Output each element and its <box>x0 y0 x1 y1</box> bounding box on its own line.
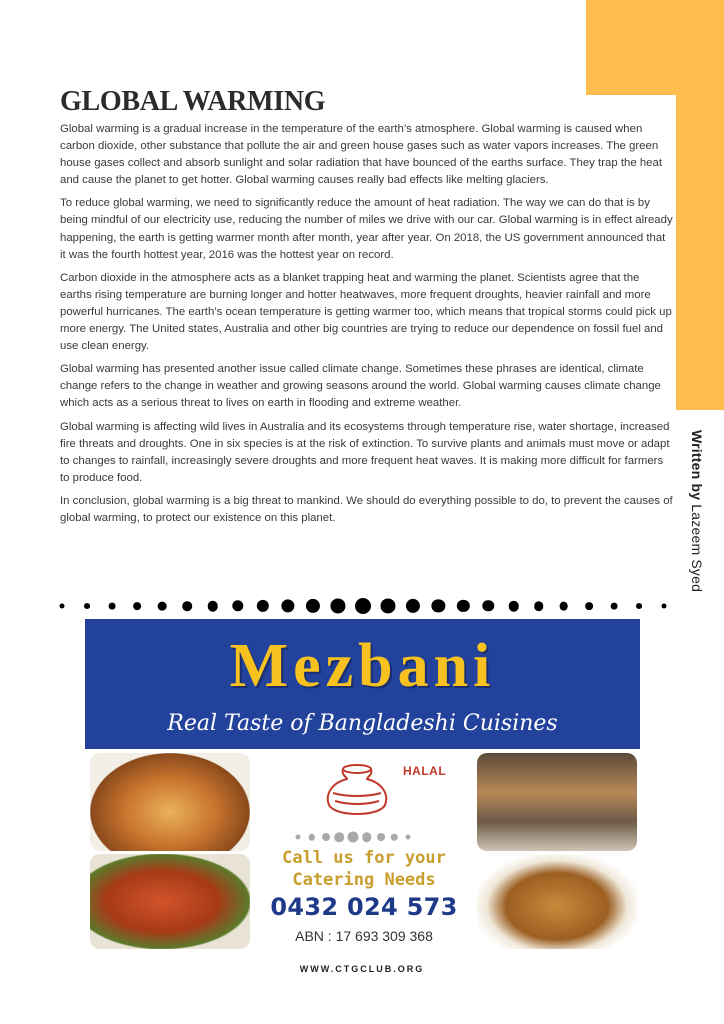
ad-divider-dot <box>309 834 316 841</box>
ad-divider-dot <box>362 832 372 842</box>
ad-dot-divider <box>290 832 415 842</box>
ad-divider-dot <box>406 835 411 840</box>
divider-dot <box>381 598 396 613</box>
divider-dot <box>109 603 116 610</box>
ad-call-line-1: Call us for your <box>282 848 446 868</box>
divider-dot <box>534 601 544 611</box>
halal-label: HALAL <box>403 764 447 778</box>
dot-divider <box>62 596 664 616</box>
divider-dot <box>585 602 593 610</box>
tandoori-photo <box>90 854 250 949</box>
divider-dot <box>281 599 294 612</box>
ad-abn: ABN : 17 693 309 368 <box>295 928 433 944</box>
divider-dot <box>636 603 642 609</box>
mezbani-advert <box>85 619 640 951</box>
byline-prefix: Written by <box>689 430 705 501</box>
ad-divider-dot <box>391 834 398 841</box>
article-paragraph: In conclusion, global warming is a big threat to mankind. We should do everything possible to do, to prevent the causes of global warming, to protect our existence on this planet. <box>60 494 673 524</box>
ad-phone-number: 0432 024 573 <box>270 893 458 921</box>
article-paragraph: Global warming is a gradual increase in the temperature of the earth’s atmosphere. Global warming is caused when carbon dioxide, other substance that pollute the air and green house gases such as water vapors increases. The green house gases collect and absorb sunlight and solar radiation that have bounced of the earths surface. They trap the heat and cause the planet to get hotter. Global warming causes really bad effects like melting glaciers. <box>60 123 662 187</box>
divider-dot <box>508 601 519 612</box>
divider-dot <box>662 604 667 609</box>
article-title: GLOBAL WARMING <box>60 86 326 117</box>
ad-divider-dot <box>296 835 301 840</box>
article-paragraph: To reduce global warming, we need to significantly reduce the amount of heat radiation. The way we can do that is by being mindful of our electricity use, reducing the number of miles we drive with our car. Global warming is in effect already happening, the earth is getting warmer month after month, year after year. On 2018, the US government announced that it was the fourth hottest year, 2016 was the hottest year on record. <box>60 197 673 261</box>
article-paragraph: Carbon dioxide in the atmosphere acts as a blanket trapping heat and warming the planet. Scientists agree that the earths rising temperature are burning longer and hotter heatwaves, more frequent droughts, heavier rainfall and more powerful hurricanes. The earth’s ocean temperature is getting warmer too, which means that tropical storms could pick up more energy. The United states, Australia and other big countries are trying to reduce our dependence on fossil fuel and use clean energy. <box>60 271 672 353</box>
ad-divider-dot <box>377 833 385 841</box>
divider-dot <box>457 600 469 612</box>
article-paragraph: Global warming has presented another issue called climate change. Sometimes these phrases are identical, climate change refers to the change in weather and growing seasons around the world. Global warming causes climate change which acts as a serious threat to lives on earth in flooding and extreme weather. <box>60 363 661 410</box>
biryani-photo <box>90 753 250 851</box>
ad-call-line-2: Catering Needs <box>292 870 436 890</box>
divider-dot <box>183 601 193 611</box>
article-body <box>60 121 674 533</box>
byline <box>689 430 705 592</box>
divider-dot <box>610 603 617 610</box>
divider-dot <box>256 600 268 612</box>
ad-call-to-action <box>250 847 478 891</box>
accent-side-bar <box>676 95 724 410</box>
kebab-photo <box>477 753 637 851</box>
ad-banner <box>85 619 640 749</box>
divider-dot <box>330 598 345 613</box>
divider-dot <box>306 599 320 613</box>
divider-dot <box>158 602 167 611</box>
ad-tagline: Real Taste of Bangladeshi Cuisines <box>167 711 558 736</box>
article-paragraph: Global warming is affecting wild lives in Australia and its ecosystems through temperature rise, water shortage, increased fire threats and droughts. One in six species is at the risk of extinction. To survive plants and animals must move or adapt to changes to rainfall, increasingly severe droughts and more frequent heat waves. It is making more difficult for farmers to produce food. <box>60 420 670 484</box>
divider-dot <box>432 599 445 612</box>
divider-dot <box>60 604 65 609</box>
footer-url[interactable]: WWW.CTGCLUB.ORG <box>299 964 425 974</box>
divider-dot <box>483 600 494 611</box>
curry-photo <box>477 854 637 949</box>
divider-dot <box>133 602 141 610</box>
divider-dot <box>559 602 568 611</box>
ad-divider-dot <box>335 832 345 842</box>
divider-dot <box>406 599 420 613</box>
ad-divider-dot <box>322 833 330 841</box>
clay-pot-icon <box>317 759 397 821</box>
divider-dot <box>84 603 90 609</box>
divider-dot <box>207 601 218 612</box>
accent-corner-block <box>586 0 724 95</box>
byline-author: Lazeem Syed <box>689 504 705 593</box>
divider-dot <box>355 598 371 614</box>
ad-brand-name: Mezbani <box>229 632 496 700</box>
ad-divider-dot <box>348 832 359 843</box>
divider-dot <box>232 600 243 611</box>
